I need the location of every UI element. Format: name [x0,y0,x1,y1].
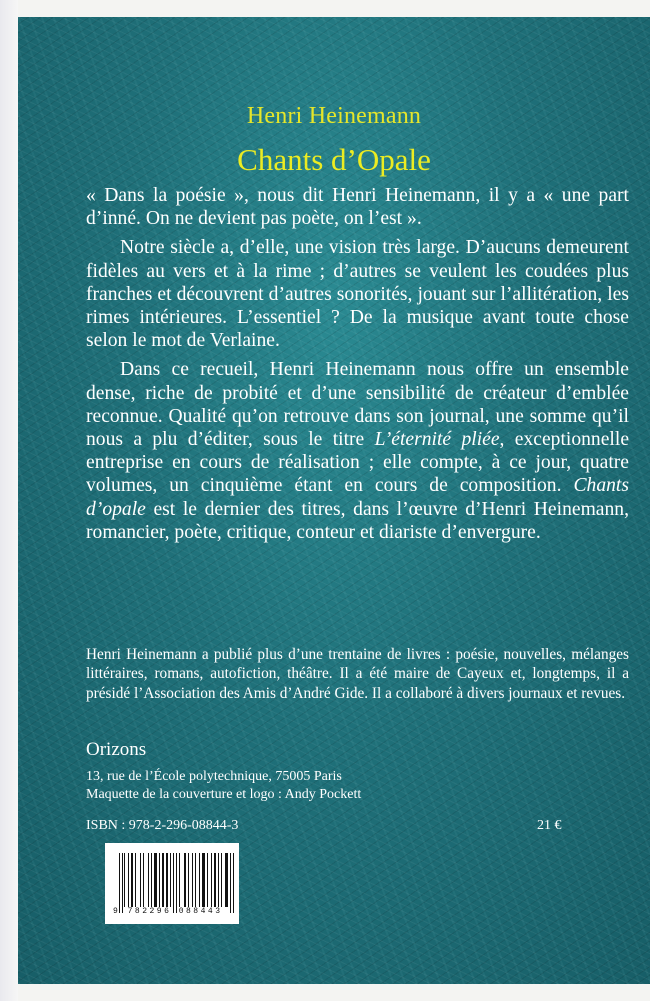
barcode-bar [225,853,228,907]
barcode-bar [188,853,189,907]
publisher-name: Orizons [86,739,147,760]
barcode-bar [176,853,177,913]
barcode-bar [211,853,212,907]
cover-credits: Maquette de la couverture et logo : Andy Pockett [86,787,362,802]
author-name: Henri Heinemann [246,103,422,129]
barcode-bar [214,853,216,907]
barcode-bar [148,853,149,907]
barcode-bar [195,853,197,907]
book-back-cover [18,17,650,984]
blurb-text: est le dernier des titres, dans l’œuvre d’Henri Heinemann, romancier, poète, critique, conteur et diariste d’envergure. [86,498,629,543]
barcode-bar [218,853,219,907]
publisher-address: 13, rue de l’École polytechnique, 75005 Paris [86,769,342,784]
barcode-bar [135,853,136,907]
barcode-bar [202,853,205,907]
journal-title: L’éternité pliée [374,429,500,451]
barcode-bar [154,853,157,907]
blurb-paragraph-3 [86,358,629,544]
price: 21 € [537,818,562,833]
blurb-paragraph-2: Notre siècle a, d’elle, une vision très large. D’aucuns demeurent fidèles au vers et à la rime ; d’autres se veulent les coudées plus franches et découvrent d’autres sonorités, jouant sur l’allitération, les rimes intérieures. L’essentiel ? De la musique avant toute chose selon le mot de Verlaine. [86,237,629,352]
barcode-bar [124,853,125,907]
barcode-digits: 9 782296 088443 [113,907,223,916]
barcode-bar [230,853,231,913]
barcode-bar [170,853,171,907]
barcode-bar [122,853,123,913]
barcode-bar [131,853,133,907]
barcode-bar [199,853,200,907]
book-title-inline: Chants d’opale [86,475,629,520]
barcode-bar [179,853,180,907]
barcode-bar [143,853,145,907]
author-bio: Henri Heinemann a publié plus d’une trentaine de livres : poésie, nouvelles, mélanges littéraires, romans, autofiction, théâtre. Il a été maire de Cayeux et, longtemps, il a présidé l’Association des Amis d’André Gide. Il a collaboré à divers journaux et revues. [86,646,629,702]
barcode-bar [159,853,160,907]
blurb-text: Dans ce recueil, Henri Heinemann nous offre un ensemble dense, riche de probité et d’une sensibilité de créateur d’emblée reconnue. Qualité qu’on retrouve dans son journal, une somme qu’il nous a plu d’éditer, sous le titre [86,359,629,451]
barcode-bar [151,853,152,907]
isbn: ISBN : 978-2-296-08844-3 [86,818,239,833]
blurb [86,184,629,550]
blurb-paragraph-1: « Dans la poésie », nous dit Henri Heinemann, il y a « une part d’inné. On ne devient pas poète, on l’est ». [86,185,629,230]
barcode-bar [221,853,222,907]
barcode-bar [192,853,193,907]
barcode-bar [128,853,129,907]
book-title: Chants d’Opale [237,142,431,177]
blurb-text: , exceptionnelle entreprise en cours de réalisation ; elle compte, à ce jour, quatre volumes, un cinquième étant en cours de composition. [86,429,630,497]
barcode-bar [140,853,141,907]
page-edge [0,0,18,1001]
barcode-bar [184,853,186,907]
barcode-bar [207,853,208,907]
barcode-bar [119,853,120,913]
barcode-bar [162,853,164,907]
publisher-info [86,768,361,804]
barcode-bar [166,853,168,907]
barcode-bar [173,853,174,913]
barcode [105,843,239,924]
barcode-bars [119,853,227,907]
barcode-bar [233,853,234,913]
